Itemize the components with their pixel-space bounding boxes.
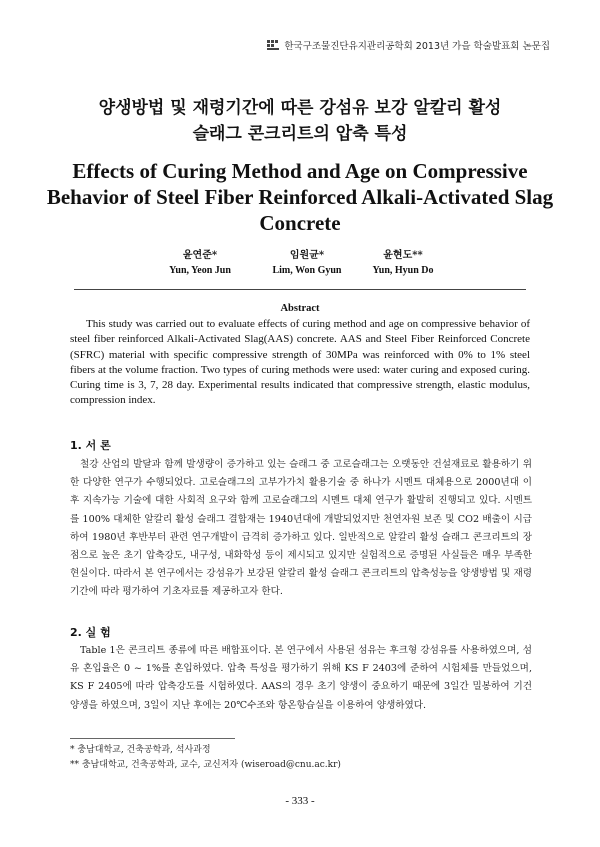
section-2-text: Table 1은 콘크리트 종류에 따른 배합표이다. 본 연구에서 사용된 섬유는 후크형 강섬유를 사용하였으며, 섬유 혼입율은 0 ~ 1%를 혼입하였다. 압축 특성을 평가하기 위해 KS F 2403에 준하여 시험체를 만들었으며, KS F 2405에 따라 압축강도를 시험하였다. AAS의 경우 초기 양생이 중요하기 때문에 3일간 밀봉하여 기건 양생을 하였으며, 3일이 지난 후에는 20℃수조와 항온항습실을 이용하여 양생하였다. bbox=[70, 645, 532, 711]
abstract-top-rule bbox=[74, 289, 526, 290]
author-korean-name: 윤연준* bbox=[182, 250, 218, 261]
conference-header bbox=[267, 38, 550, 52]
korean-title-line1: 양생방법 및 재령기간에 따른 강섬유 보강 알칼리 활성 bbox=[98, 98, 502, 118]
author-english-name: Lim, Won Gyun bbox=[272, 265, 342, 276]
footnote-rule bbox=[70, 738, 235, 739]
footnote-1: * 충남대학교, 건축공학과, 석사과정 bbox=[70, 745, 211, 755]
author-korean-name: 윤현도** bbox=[383, 250, 423, 261]
author-korean-name: 임원균* bbox=[289, 250, 325, 261]
section-1-heading: 1. 서 론 bbox=[70, 439, 111, 452]
english-title-line3: Concrete bbox=[259, 211, 341, 235]
author-english-name: Yun, Hyun Do bbox=[372, 265, 434, 276]
english-title bbox=[0, 158, 600, 236]
section-2-heading: 2. 실 험 bbox=[70, 626, 111, 639]
korean-title-line2: 슬래그 콘크리트의 압축 특성 bbox=[192, 124, 408, 144]
conference-name: 한국구조물진단유지관리공학회 2013년 가을 학술발표회 논문집 bbox=[284, 41, 550, 52]
author-english-name: Yun, Yeon Jun bbox=[169, 265, 231, 276]
abstract-text: This study was carried out to evaluate effects of curing method and age on compressive behavior of steel fiber reinforced Alkali-Activated Slag(AAS) concrete. AAS and Steel Fiber Reinforced Concrete (SFRC) material with specific compressive strength of 30MPa was reinforced with 0% to 1% steel fibers at the volume fraction. Two types of curing methods were used: water curing and exposed curing. Curing time is 3, 7, 28 day. Experimental results indicated that compressive strength, elastic modulus, compression index. bbox=[70, 318, 530, 407]
footnote-2: ** 충남대학교, 건축공학과, 교수, 교신저자 (wiseroad@cnu.ac.kr) bbox=[70, 760, 341, 770]
abstract-heading: Abstract bbox=[280, 303, 320, 314]
english-title-line2: Behavior of Steel Fiber Reinforced Alkali-Activated Slag bbox=[46, 185, 554, 209]
page-number: - 333 - bbox=[285, 795, 315, 807]
english-title-line1: Effects of Curing Method and Age on Compressive bbox=[72, 159, 528, 183]
author-3 bbox=[328, 248, 478, 278]
korean-title bbox=[0, 95, 600, 147]
conference-logo-icon bbox=[267, 40, 279, 50]
section-1-text: 철강 산업의 발달과 함께 발생량이 증가하고 있는 슬래그 중 고로슬래그는 오랫동안 건설재료로 활용하기 위한 다양한 연구가 수행되었다. 고로슬래그의 고부가가치 활용기술 중 하나가 시멘트 대체용으로 2000년대 이후 지속가능 기술에 대한 사회적 요구와 함께 고로슬래그의 시멘트 대체 연구가 활발히 진행되고 있다. 시멘트를 100% 대체한 알칼리 활성 슬래그 결합재는 1940년대에 개발되었지만 천연자원 보존 및 CO2 배출이 시급하여 1980년 후반부터 관련 연구개발이 급격히 증가하고 있다. 일반적으로 알칼리 활성 슬래그 콘크리트의 장점으로 높은 초기 압축강도, 내구성, 내화학성 등이 제시되고 있지만 실험적으로 증명된 사실들은 매우 부족한 현실이다. 따라서 본 연구에서는 강섬유가 보강된 알칼리 활성 슬래그 콘크리트의 압축성능을 양생방법 및 재령기간에 따라 평가하여 기초자료를 제공하고자 한다. bbox=[70, 459, 532, 598]
